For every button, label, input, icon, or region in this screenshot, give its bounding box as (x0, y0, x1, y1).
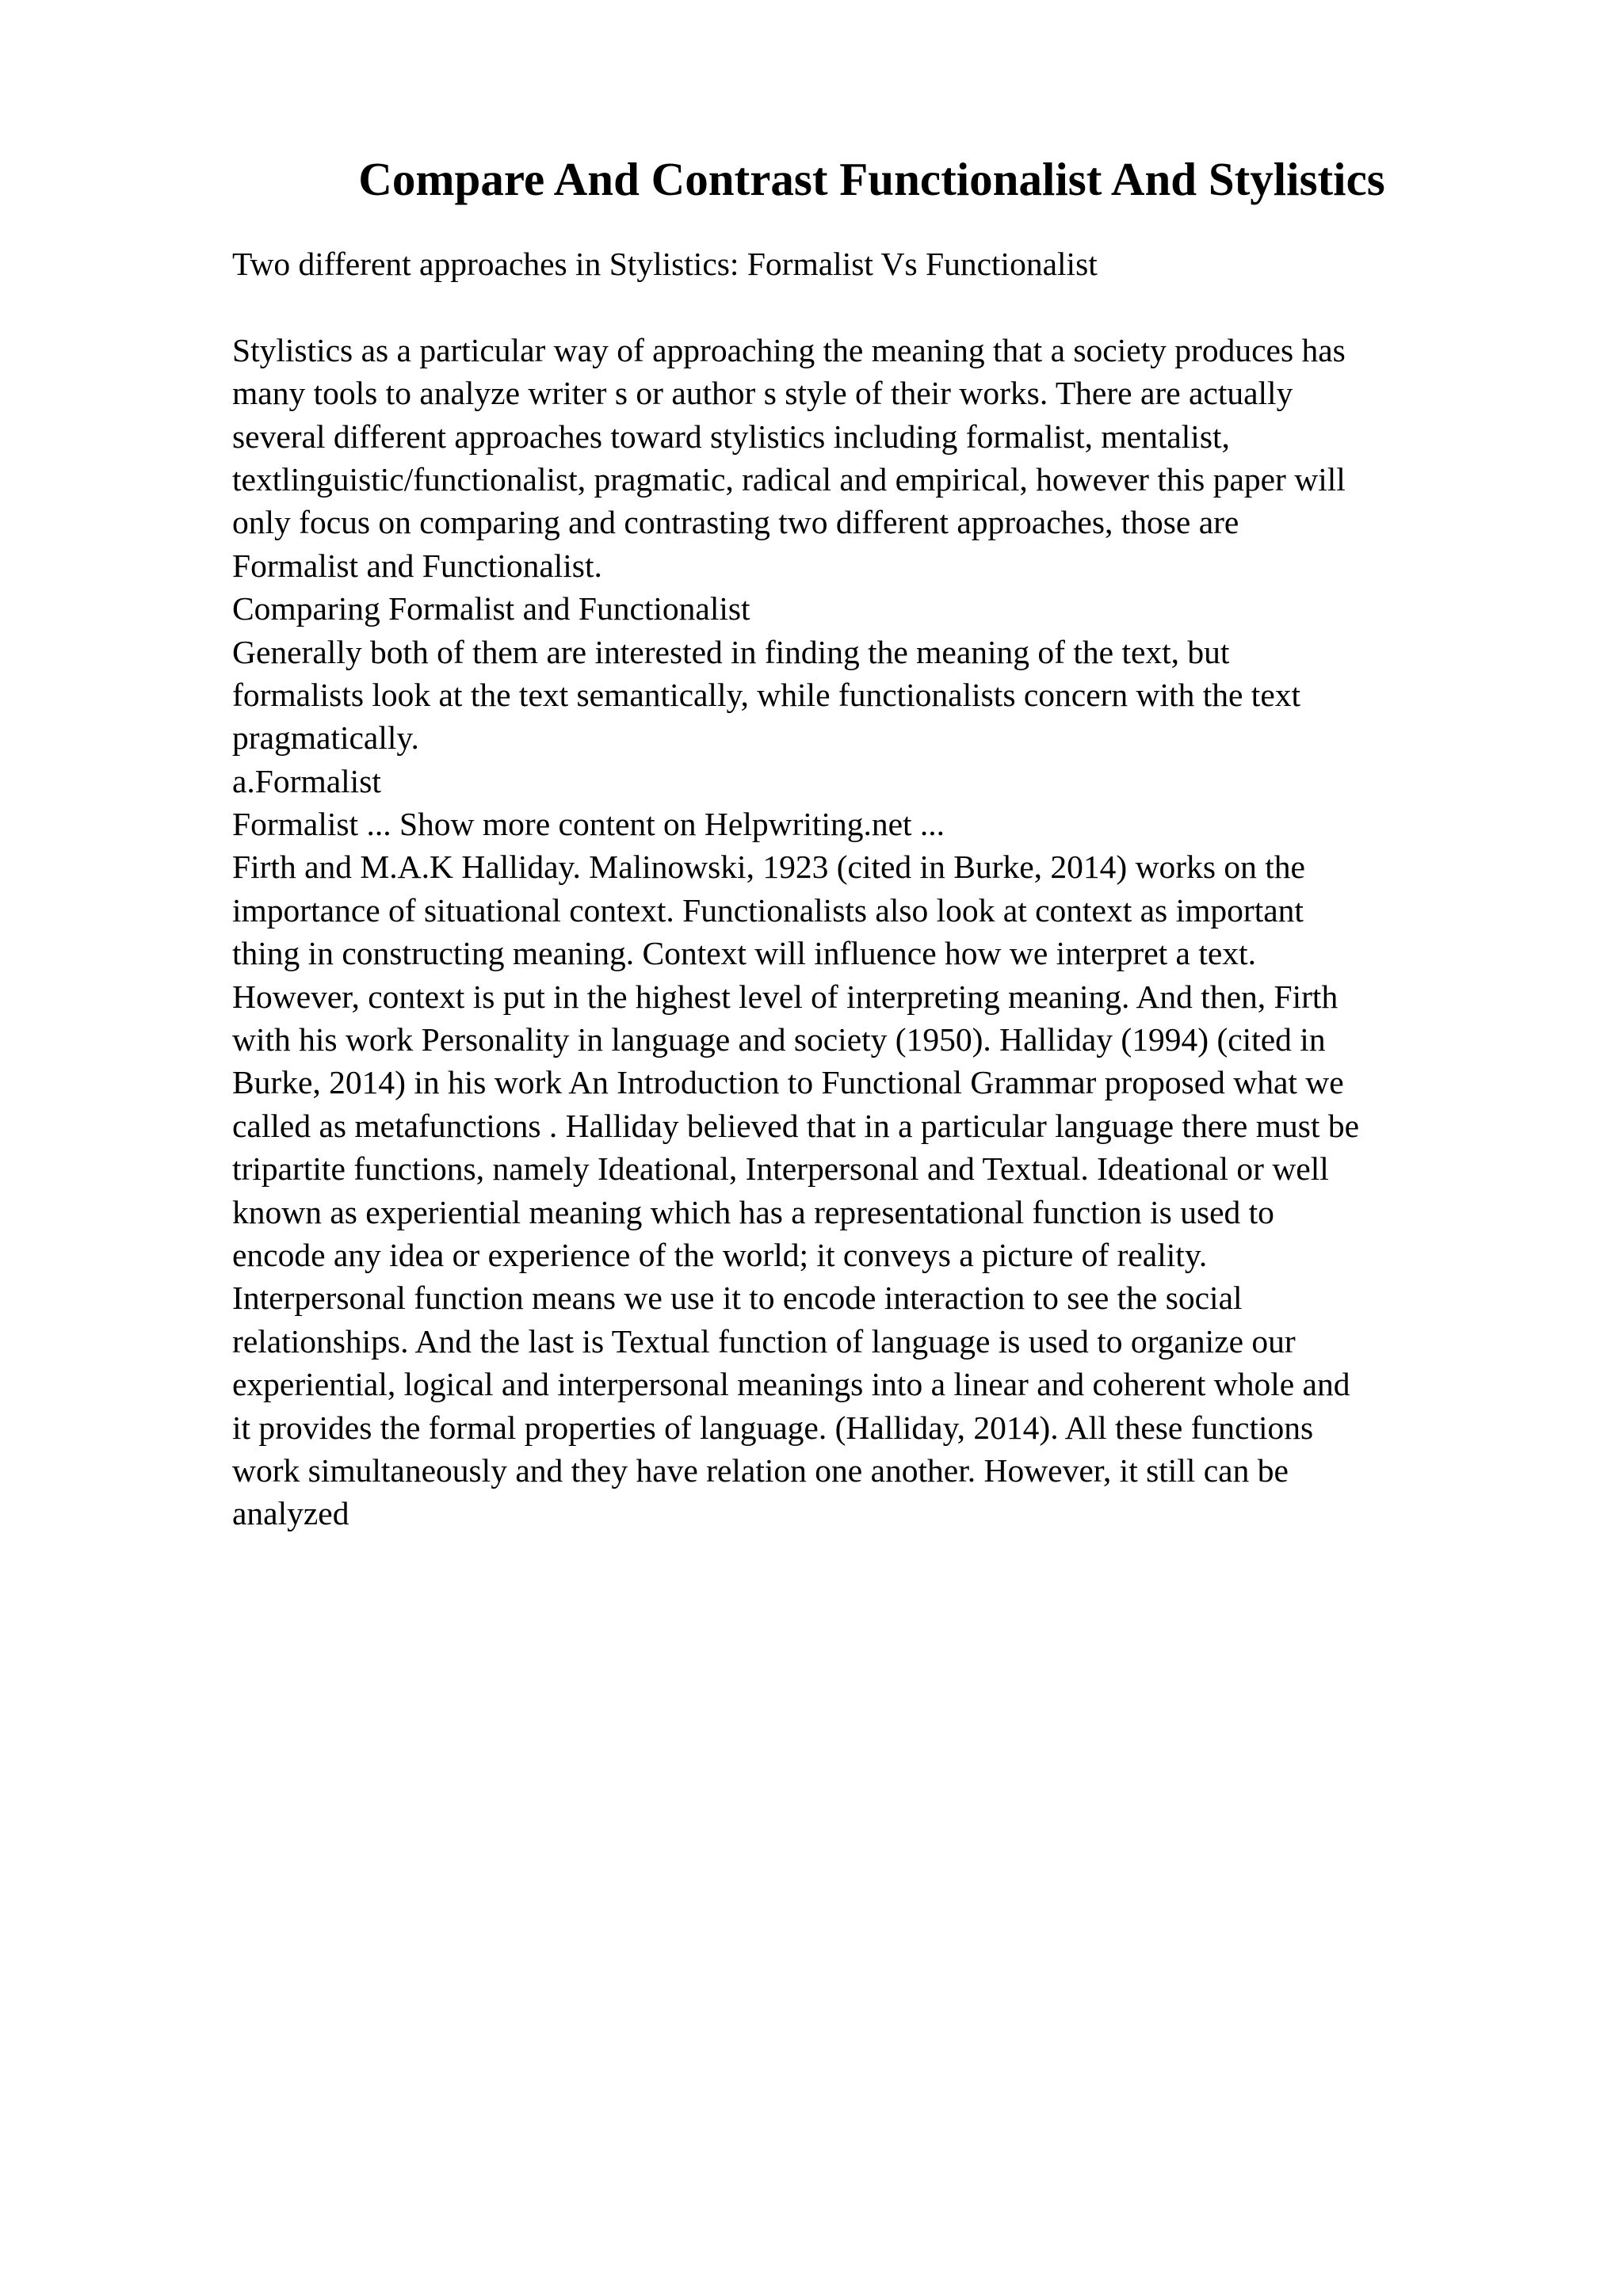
text-line: tripartite functions, namely Ideational, Interpersonal and Textual. Ideational or well (232, 1150, 1329, 1188)
paragraph-gap (232, 285, 1532, 328)
text-line: formalists look at the text semantically, while functionalists concern with the text (232, 676, 1301, 713)
text-line: However, context is put in the highest level of interpreting meaning. And then, Firth (232, 978, 1338, 1015)
text-line: Formalist and Functionalist. (232, 547, 602, 584)
text-line: Firth and M.A.K Halliday. Malinowski, 1923 (cited in Burke, 2014) works on the (232, 849, 1305, 886)
text-line: many tools to analyze writer s or author s style of their works. There are actually (232, 375, 1293, 412)
text-line: it provides the formal properties of language. (Halliday, 2014). All these functions (232, 1409, 1314, 1446)
text-line: importance of situational context. Functionalists also look at context as important (232, 891, 1304, 929)
document-title: Compare And Contrast Functionalist And Stylistics (358, 153, 1385, 205)
text-line: Stylistics as a particular way of approaching the meaning that a society produces has (232, 331, 1346, 368)
subheading: a.Formalist (232, 762, 381, 799)
section-heading: Comparing Formalist and Functionalist (232, 590, 750, 627)
text-line: textlinguistic/functionalist, pragmatic, radical and empirical, however this paper will (232, 460, 1346, 498)
text-line: with his work Personality in language and society (1950). Halliday (1994) (cited in (232, 1021, 1326, 1058)
text-line: work simultaneously and they have relation one another. However, it still can be (232, 1451, 1289, 1489)
text-line: Interpersonal function means we use it to encode interaction to see the social (232, 1280, 1243, 1317)
text-line: relationships. And the last is Textual function of language is used to organize our (232, 1322, 1296, 1360)
show-more-line: Formalist ... Show more content on Helpwriting.net ... (232, 806, 945, 843)
text-line: known as experiential meaning which has a representational function is used to (232, 1193, 1274, 1230)
text-line: Generally both of them are interested in finding the meaning of the text, but (232, 633, 1230, 670)
text-line: several different approaches toward stylistics including formalist, mentalist, (232, 418, 1230, 455)
text-line: pragmatically. (232, 719, 419, 757)
text-line: only focus on comparing and contrasting two different approaches, those are (232, 504, 1239, 541)
subtitle: Two different approaches in Stylistics: Formalist Vs Functionalist (232, 246, 1098, 282)
text-line: called as metafunctions . Halliday believed that in a particular language there must be (232, 1107, 1359, 1144)
text-line: thing in constructing meaning. Context will influence how we interpret a text. (232, 935, 1256, 972)
paragraph-intro (232, 329, 1532, 587)
text-line: experiential, logical and interpersonal meanings into a linear and coherent whole and (232, 1366, 1350, 1403)
text-line: analyzed (232, 1495, 349, 1532)
text-line: Burke, 2014) in his work An Introduction to Functional Grammar proposed what we (232, 1064, 1344, 1101)
paragraph-comparison (232, 631, 1532, 760)
document-body (232, 242, 1532, 1535)
paragraph-functionalist (232, 845, 1532, 1535)
text-line: encode any idea or experience of the world; it conveys a picture of reality. (232, 1236, 1208, 1273)
